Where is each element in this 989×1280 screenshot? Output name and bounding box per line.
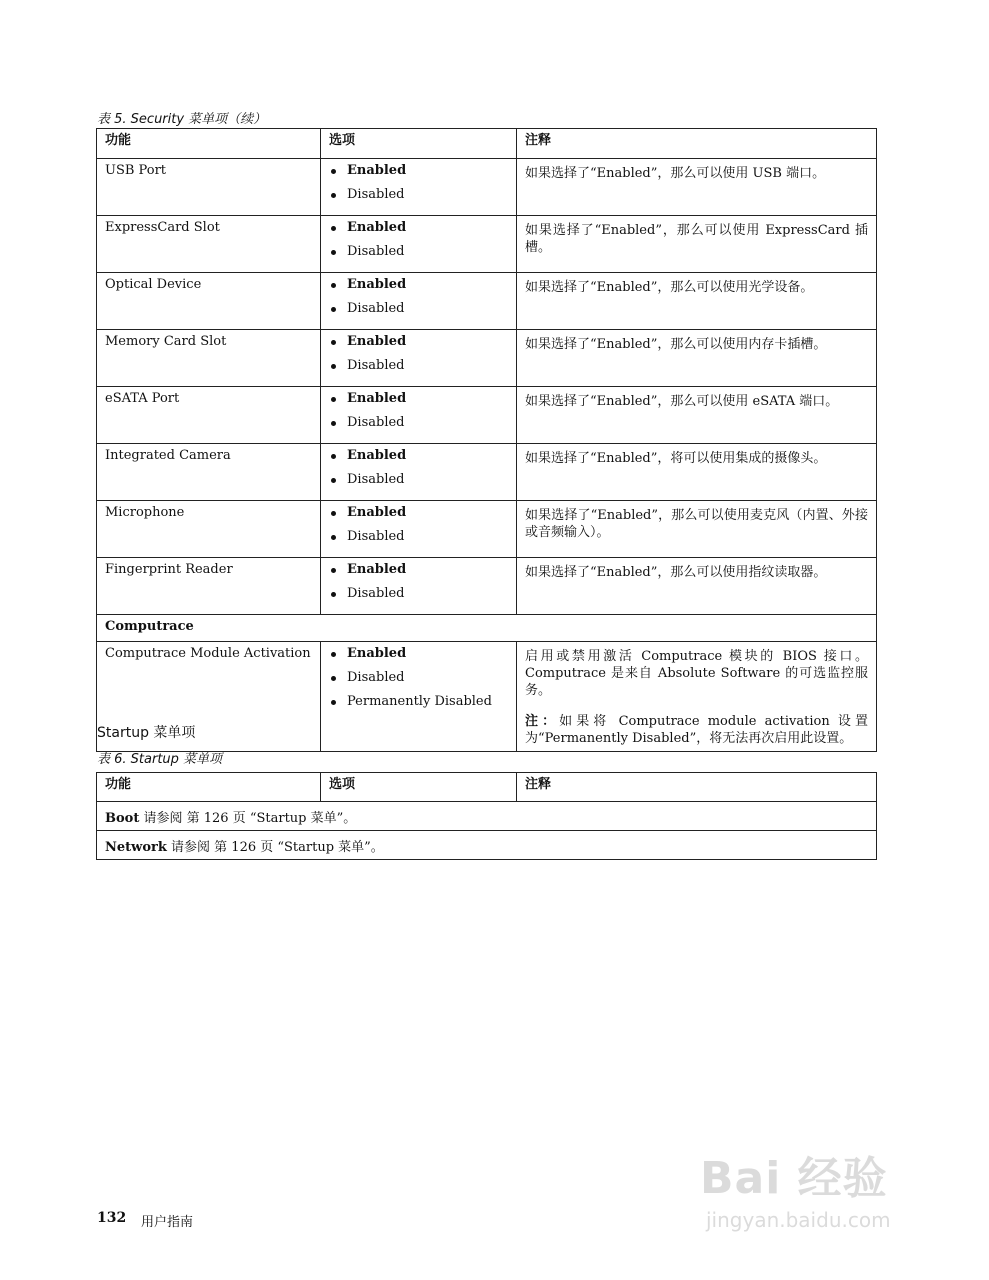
feature-cell: Fingerprint Reader bbox=[97, 558, 321, 615]
table-row bbox=[97, 216, 877, 273]
options-cell bbox=[321, 159, 517, 216]
option-list bbox=[329, 562, 508, 610]
option-label: Disabled bbox=[347, 586, 405, 601]
option-item bbox=[329, 358, 508, 382]
option-item bbox=[329, 505, 508, 529]
option-item bbox=[329, 562, 508, 586]
option-list bbox=[329, 277, 508, 325]
option-item bbox=[329, 586, 508, 610]
table-row bbox=[97, 831, 877, 860]
section-row bbox=[97, 615, 877, 642]
note-cell: 如果选择了“Enabled”，将可以使用集成的摄像头。 bbox=[517, 444, 877, 501]
startup-row-cell bbox=[97, 802, 877, 831]
options-cell bbox=[321, 444, 517, 501]
feature-cell: Computrace Module Activation bbox=[97, 642, 321, 752]
note-label: 注： bbox=[525, 714, 560, 729]
option-list bbox=[329, 334, 508, 382]
note-cell: 如果选择了“Enabled”，那么可以使用光学设备。 bbox=[517, 273, 877, 330]
option-label: Disabled bbox=[347, 358, 405, 373]
note-cell: 如果选择了“Enabled”，那么可以使用 USB 端口。 bbox=[517, 159, 877, 216]
option-item bbox=[329, 277, 508, 301]
option-item bbox=[329, 694, 508, 718]
note-cell: 如果选择了“Enabled”，那么可以使用麦克风（内置、外接或音频输入）。 bbox=[517, 501, 877, 558]
table5-caption: 表 5. Security 菜单项（续） bbox=[97, 112, 267, 127]
option-label: Enabled bbox=[347, 448, 407, 463]
option-item bbox=[329, 187, 508, 211]
section-title: Computrace bbox=[97, 615, 877, 642]
table-row bbox=[97, 642, 877, 752]
startup-item-label: Boot bbox=[105, 811, 140, 826]
table-row bbox=[97, 444, 877, 501]
option-item bbox=[329, 670, 508, 694]
option-item bbox=[329, 244, 508, 268]
options-cell bbox=[321, 330, 517, 387]
option-list bbox=[329, 220, 508, 268]
option-list bbox=[329, 646, 508, 718]
option-item bbox=[329, 472, 508, 496]
table-row bbox=[97, 802, 877, 831]
option-item bbox=[329, 334, 508, 358]
option-label: Disabled bbox=[347, 472, 405, 487]
option-item bbox=[329, 529, 508, 553]
option-label: Enabled bbox=[347, 646, 407, 661]
option-label: Permanently Disabled bbox=[347, 694, 492, 709]
option-item bbox=[329, 163, 508, 187]
feature-cell: Memory Card Slot bbox=[97, 330, 321, 387]
note-paragraph: 启用或禁用激活 Computrace 模块的 BIOS 接口。Computrace 是来自 Absolute Software 的可选监控服务。 bbox=[525, 649, 868, 698]
feature-cell: ExpressCard Slot bbox=[97, 216, 321, 273]
options-cell bbox=[321, 273, 517, 330]
option-item bbox=[329, 646, 508, 670]
option-label: Disabled bbox=[347, 529, 405, 544]
table-row bbox=[97, 387, 877, 444]
option-label: Enabled bbox=[347, 505, 407, 520]
table-row bbox=[97, 159, 877, 216]
option-item bbox=[329, 391, 508, 415]
table-row bbox=[97, 330, 877, 387]
table-row bbox=[97, 273, 877, 330]
feature-cell: Integrated Camera bbox=[97, 444, 321, 501]
table6-caption: 表 6. Startup 菜单项 bbox=[97, 752, 223, 767]
options-cell bbox=[321, 558, 517, 615]
header-options: 选项 bbox=[321, 773, 517, 802]
option-label: Enabled bbox=[347, 277, 407, 292]
option-label: Disabled bbox=[347, 244, 405, 259]
feature-cell: eSATA Port bbox=[97, 387, 321, 444]
feature-cell: Microphone bbox=[97, 501, 321, 558]
watermark-site: jingyan.baidu.com bbox=[706, 1208, 891, 1232]
note-cell: 如果选择了“Enabled”，那么可以使用 ExpressCard 插槽。 bbox=[517, 216, 877, 273]
option-item bbox=[329, 415, 508, 439]
security-menu-table bbox=[96, 128, 877, 752]
watermark-brand: Bai 经验 bbox=[700, 1153, 888, 1204]
table-row bbox=[97, 558, 877, 615]
header-feature: 功能 bbox=[97, 129, 321, 159]
header-notes: 注释 bbox=[517, 773, 877, 802]
startup-menu-table bbox=[96, 772, 877, 860]
page-number: 132 bbox=[97, 1210, 127, 1226]
watermark bbox=[700, 1130, 940, 1240]
note-warning bbox=[525, 713, 868, 747]
option-item bbox=[329, 448, 508, 472]
feature-cell: USB Port bbox=[97, 159, 321, 216]
option-label: Enabled bbox=[347, 220, 407, 235]
startup-heading: Startup 菜单项 bbox=[97, 725, 196, 741]
option-label: Disabled bbox=[347, 301, 405, 316]
options-cell bbox=[321, 216, 517, 273]
option-list bbox=[329, 505, 508, 553]
option-label: Enabled bbox=[347, 334, 407, 349]
options-cell bbox=[321, 642, 517, 752]
startup-row-cell bbox=[97, 831, 877, 860]
option-label: Enabled bbox=[347, 562, 407, 577]
option-label: Disabled bbox=[347, 670, 405, 685]
option-list bbox=[329, 448, 508, 496]
header-notes: 注释 bbox=[517, 129, 877, 159]
header-feature: 功能 bbox=[97, 773, 321, 802]
feature-cell: Optical Device bbox=[97, 273, 321, 330]
note-cell: 如果选择了“Enabled”，那么可以使用内存卡插槽。 bbox=[517, 330, 877, 387]
options-cell bbox=[321, 501, 517, 558]
table-row bbox=[97, 501, 877, 558]
note-warning-text: 如果将 Computrace module activation 设置为“Permanently Disabled”，将无法再次启用此设置。 bbox=[525, 714, 868, 746]
option-item bbox=[329, 220, 508, 244]
option-label: Enabled bbox=[347, 163, 407, 178]
note-cell: 如果选择了“Enabled”，那么可以使用 eSATA 端口。 bbox=[517, 387, 877, 444]
option-label: Enabled bbox=[347, 391, 407, 406]
option-label: Disabled bbox=[347, 187, 405, 202]
option-list bbox=[329, 391, 508, 439]
note-cell bbox=[517, 642, 877, 752]
footer-title: 用户指南 bbox=[141, 1215, 194, 1230]
startup-item-text: 请参阅 第 126 页 “Startup 菜单”。 bbox=[171, 840, 384, 855]
note-cell: 如果选择了“Enabled”，那么可以使用指纹读取器。 bbox=[517, 558, 877, 615]
option-list bbox=[329, 163, 508, 211]
startup-item-label: Network bbox=[105, 840, 167, 855]
options-cell bbox=[321, 387, 517, 444]
option-item bbox=[329, 301, 508, 325]
header-options: 选项 bbox=[321, 129, 517, 159]
option-label: Disabled bbox=[347, 415, 405, 430]
startup-item-text: 请参阅 第 126 页 “Startup 菜单”。 bbox=[143, 811, 357, 826]
